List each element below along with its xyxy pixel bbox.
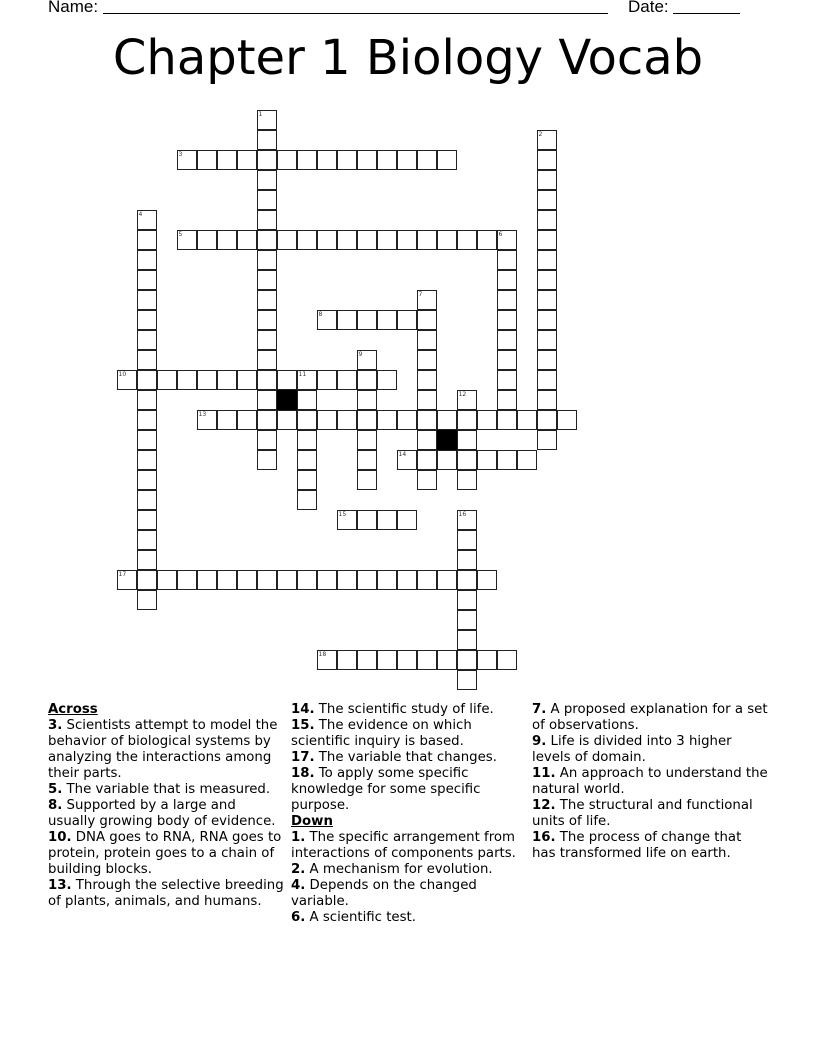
black-cell — [437, 430, 457, 450]
grid-cell[interactable] — [537, 330, 557, 350]
grid-cell[interactable] — [417, 650, 437, 670]
grid-cell[interactable] — [497, 410, 517, 430]
grid-cell[interactable] — [457, 410, 477, 430]
grid-cell[interactable] — [337, 570, 357, 590]
clue-number: 5. — [48, 782, 63, 797]
grid-cell[interactable] — [257, 390, 277, 410]
grid-cell[interactable] — [457, 670, 477, 690]
grid-cell[interactable] — [337, 370, 357, 390]
grid-cell[interactable] — [137, 450, 157, 470]
clue-number: 9. — [532, 734, 547, 749]
cell-number: 3 — [178, 150, 183, 158]
clue-text: To apply some specific knowledge for some specific purpose. — [291, 766, 481, 813]
cell-number: 9 — [358, 350, 363, 358]
clue-text: An approach to understand the natural world. — [532, 766, 768, 797]
page-title: Chapter 1 Biology Vocab — [112, 30, 704, 86]
grid-cell[interactable] — [217, 570, 237, 590]
grid-cell[interactable] — [257, 450, 277, 470]
grid-cell[interactable] — [257, 330, 277, 350]
grid-cell[interactable] — [297, 150, 317, 170]
grid-cell[interactable] — [337, 230, 357, 250]
grid-cell[interactable] — [417, 570, 437, 590]
grid-cell[interactable] — [237, 410, 257, 430]
clue-number: 1. — [291, 830, 306, 845]
clues-column-3 — [532, 702, 768, 862]
clue-number: 18. — [291, 766, 315, 781]
across-heading: Across — [48, 702, 98, 717]
grid-cell[interactable] — [297, 410, 317, 430]
grid-cell[interactable] — [357, 230, 377, 250]
cell-number: 17 — [118, 570, 127, 578]
grid-cell[interactable] — [497, 230, 517, 250]
grid-cell[interactable] — [437, 450, 457, 470]
grid-cell[interactable] — [137, 310, 157, 330]
grid-cell[interactable] — [357, 470, 377, 490]
grid-cell[interactable] — [417, 390, 437, 410]
grid-cell[interactable] — [277, 410, 297, 430]
grid-cell[interactable] — [537, 170, 557, 190]
grid-cell[interactable] — [417, 430, 437, 450]
grid-cell[interactable] — [377, 230, 397, 250]
grid-cell[interactable] — [397, 310, 417, 330]
grid-cell[interactable] — [137, 490, 157, 510]
grid-cell[interactable] — [257, 430, 277, 450]
grid-cell[interactable] — [317, 230, 337, 250]
grid-cell[interactable] — [537, 210, 557, 230]
grid-cell[interactable] — [497, 450, 517, 470]
clue-number: 2. — [291, 862, 306, 877]
grid-cell[interactable] — [137, 550, 157, 570]
header — [48, 0, 748, 19]
grid-cell[interactable] — [537, 430, 557, 450]
clue-text: A scientific test. — [305, 910, 416, 925]
grid-cell[interactable] — [497, 250, 517, 270]
grid-cell[interactable] — [437, 410, 457, 430]
grid-cell[interactable] — [177, 230, 197, 250]
grid-cell[interactable] — [217, 410, 237, 430]
clue-down-16 — [532, 830, 768, 862]
clue-text: Life is divided into 3 higher levels of domain. — [532, 734, 732, 765]
grid-cell[interactable] — [537, 290, 557, 310]
clue-text: Depends on the changed variable. — [291, 878, 477, 909]
grid-cell[interactable] — [297, 570, 317, 590]
grid-cell[interactable] — [137, 590, 157, 610]
grid-cell[interactable] — [177, 150, 197, 170]
cell-number: 2 — [538, 130, 543, 138]
cell-number: 6 — [498, 230, 503, 238]
grid-cell[interactable] — [277, 570, 297, 590]
grid-cell[interactable] — [257, 310, 277, 330]
clue-down-4 — [291, 878, 527, 910]
grid-cell[interactable] — [297, 390, 317, 410]
grid-cell[interactable] — [537, 250, 557, 270]
clues-column-1 — [48, 702, 284, 910]
date-label: Date: — [628, 0, 669, 16]
grid-cell[interactable] — [317, 650, 337, 670]
grid-cell[interactable] — [537, 230, 557, 250]
grid-cell[interactable] — [357, 410, 377, 430]
clue-down-12 — [532, 798, 768, 830]
grid-cell[interactable] — [257, 150, 277, 170]
grid-cell[interactable] — [137, 350, 157, 370]
cell-number: 4 — [138, 210, 143, 218]
grid-cell[interactable] — [137, 390, 157, 410]
clue-number: 6. — [291, 910, 306, 925]
grid-cell[interactable] — [477, 450, 497, 470]
grid-cell[interactable] — [477, 570, 497, 590]
grid-cell[interactable] — [237, 570, 257, 590]
grid-cell[interactable] — [177, 370, 197, 390]
grid-cell[interactable] — [397, 150, 417, 170]
grid-cell[interactable] — [117, 370, 137, 390]
grid-cell[interactable] — [277, 230, 297, 250]
grid-cell[interactable] — [557, 410, 577, 430]
grid-cell[interactable] — [497, 270, 517, 290]
grid-cell[interactable] — [317, 410, 337, 430]
date-field-line[interactable] — [673, 13, 740, 14]
grid-cell[interactable] — [437, 570, 457, 590]
grid-cell[interactable] — [457, 590, 477, 610]
grid-cell[interactable] — [497, 350, 517, 370]
grid-cell[interactable] — [137, 570, 157, 590]
grid-cell[interactable] — [457, 610, 477, 630]
grid-cell[interactable] — [497, 390, 517, 410]
clue-down-1 — [291, 830, 527, 862]
grid-cell[interactable] — [437, 230, 457, 250]
clue-number: 7. — [532, 702, 547, 717]
grid-cell[interactable] — [257, 130, 277, 150]
grid-cell[interactable] — [457, 430, 477, 450]
cell-number: 8 — [318, 310, 323, 318]
name-field-line[interactable] — [103, 13, 608, 14]
grid-cell[interactable] — [357, 450, 377, 470]
clue-down-9 — [532, 734, 768, 766]
grid-cell[interactable] — [357, 650, 377, 670]
clue-text: The specific arrangement from interactions of components parts. — [291, 830, 516, 861]
clue-text: DNA goes to RNA, RNA goes to protein, protein goes to a chain of building blocks. — [48, 830, 282, 877]
grid-cell[interactable] — [417, 310, 437, 330]
grid-cell[interactable] — [257, 290, 277, 310]
grid-cell[interactable] — [477, 230, 497, 250]
clue-text: The variable that is measured. — [62, 782, 271, 797]
clue-across-14 — [291, 702, 527, 718]
grid-cell[interactable] — [217, 230, 237, 250]
grid-cell[interactable] — [537, 410, 557, 430]
grid-cell[interactable] — [137, 470, 157, 490]
cell-number: 5 — [178, 230, 183, 238]
grid-cell[interactable] — [197, 230, 217, 250]
grid-cell[interactable] — [417, 330, 437, 350]
clue-down-11 — [532, 766, 768, 798]
grid-cell[interactable] — [497, 370, 517, 390]
grid-cell[interactable] — [297, 370, 317, 390]
clue-text: A proposed explanation for a set of observations. — [532, 702, 768, 733]
grid-cell[interactable] — [477, 410, 497, 430]
clue-text: The scientific study of life. — [314, 702, 494, 717]
grid-cell[interactable] — [337, 410, 357, 430]
grid-cell[interactable] — [397, 650, 417, 670]
clue-number: 3. — [48, 718, 63, 733]
grid-cell[interactable] — [177, 570, 197, 590]
clue-number: 16. — [532, 830, 556, 845]
grid-cell[interactable] — [457, 570, 477, 590]
grid-cell[interactable] — [217, 370, 237, 390]
grid-cell[interactable] — [357, 570, 377, 590]
clue-number: 4. — [291, 878, 306, 893]
grid-cell[interactable] — [257, 210, 277, 230]
grid-cell[interactable] — [417, 470, 437, 490]
grid-cell[interactable] — [237, 150, 257, 170]
grid-cell[interactable] — [537, 350, 557, 370]
name-label: Name: — [48, 0, 99, 16]
grid-cell[interactable] — [457, 390, 477, 410]
clue-text: The evidence on which scientific inquiry is based. — [291, 718, 472, 749]
crossword-grid — [117, 110, 597, 710]
clue-text: The structural and functional units of life. — [532, 798, 753, 829]
grid-cell[interactable] — [537, 310, 557, 330]
grid-cell[interactable] — [137, 250, 157, 270]
grid-cell[interactable] — [537, 390, 557, 410]
black-cell — [277, 390, 297, 410]
grid-cell[interactable] — [437, 650, 457, 670]
grid-cell[interactable] — [537, 270, 557, 290]
grid-cell[interactable] — [497, 330, 517, 350]
cell-number: 16 — [458, 510, 467, 518]
grid-cell[interactable] — [317, 150, 337, 170]
grid-cell[interactable] — [377, 370, 397, 390]
cell-number: 15 — [338, 510, 347, 518]
grid-cell[interactable] — [437, 150, 457, 170]
grid-cell[interactable] — [537, 190, 557, 210]
grid-cell[interactable] — [197, 150, 217, 170]
clue-down-6 — [291, 910, 527, 926]
grid-cell[interactable] — [357, 390, 377, 410]
cell-number: 1 — [258, 110, 263, 118]
cell-number: 13 — [198, 410, 207, 418]
grid-cell[interactable] — [517, 410, 537, 430]
grid-cell[interactable] — [237, 230, 257, 250]
grid-cell[interactable] — [337, 310, 357, 330]
clue-number: 10. — [48, 830, 72, 845]
grid-cell[interactable] — [137, 430, 157, 450]
grid-cell[interactable] — [317, 570, 337, 590]
grid-cell[interactable] — [417, 350, 437, 370]
clue-number: 15. — [291, 718, 315, 733]
grid-cell[interactable] — [257, 170, 277, 190]
clue-across-13 — [48, 878, 284, 910]
clue-text: Through the selective breeding of plants, animals, and humans. — [48, 878, 284, 909]
clue-number: 17. — [291, 750, 315, 765]
clue-down-7 — [532, 702, 768, 734]
clue-across-3 — [48, 718, 284, 782]
grid-cell[interactable] — [397, 510, 417, 530]
cell-number: 7 — [418, 290, 423, 298]
grid-cell[interactable] — [297, 470, 317, 490]
grid-cell[interactable] — [497, 290, 517, 310]
clue-number: 8. — [48, 798, 63, 813]
clue-text: A mechanism for evolution. — [305, 862, 493, 877]
grid-cell[interactable] — [517, 450, 537, 470]
clue-down-2 — [291, 862, 527, 878]
grid-cell[interactable] — [197, 410, 217, 430]
grid-cell[interactable] — [477, 650, 497, 670]
cell-number: 18 — [318, 650, 327, 658]
grid-cell[interactable] — [297, 490, 317, 510]
grid-cell[interactable] — [377, 650, 397, 670]
clue-text: The process of change that has transformed life on earth. — [532, 830, 742, 861]
grid-cell[interactable] — [537, 150, 557, 170]
grid-cell[interactable] — [417, 450, 437, 470]
grid-cell[interactable] — [457, 630, 477, 650]
grid-cell[interactable] — [257, 270, 277, 290]
grid-cell[interactable] — [317, 370, 337, 390]
grid-cell[interactable] — [457, 470, 477, 490]
grid-cell[interactable] — [297, 430, 317, 450]
grid-cell[interactable] — [377, 310, 397, 330]
grid-cell[interactable] — [397, 570, 417, 590]
grid-cell[interactable] — [237, 370, 257, 390]
grid-cell[interactable] — [257, 370, 277, 390]
grid-cell[interactable] — [417, 230, 437, 250]
grid-cell[interactable] — [337, 510, 357, 530]
grid-cell[interactable] — [297, 450, 317, 470]
clue-across-18 — [291, 766, 527, 814]
grid-cell[interactable] — [457, 510, 477, 530]
grid-cell[interactable] — [157, 370, 177, 390]
grid-cell[interactable] — [137, 410, 157, 430]
cell-number: 12 — [458, 390, 467, 398]
grid-cell[interactable] — [137, 530, 157, 550]
grid-cell[interactable] — [357, 370, 377, 390]
grid-cell[interactable] — [417, 370, 437, 390]
grid-cell[interactable] — [257, 570, 277, 590]
grid-cell[interactable] — [137, 230, 157, 250]
clue-across-8 — [48, 798, 284, 830]
grid-cell[interactable] — [297, 230, 317, 250]
grid-cell[interactable] — [317, 310, 337, 330]
grid-cell[interactable] — [357, 510, 377, 530]
grid-cell[interactable] — [257, 250, 277, 270]
grid-cell[interactable] — [377, 570, 397, 590]
grid-cell[interactable] — [357, 350, 377, 370]
grid-cell[interactable] — [497, 310, 517, 330]
grid-cell[interactable] — [357, 150, 377, 170]
grid-cell[interactable] — [257, 230, 277, 250]
grid-cell[interactable] — [257, 350, 277, 370]
clue-number: 11. — [532, 766, 556, 781]
grid-cell[interactable] — [137, 510, 157, 530]
cell-number: 11 — [298, 370, 307, 378]
grid-cell[interactable] — [397, 230, 417, 250]
grid-cell[interactable] — [217, 150, 237, 170]
grid-cell[interactable] — [417, 290, 437, 310]
grid-cell[interactable] — [417, 410, 437, 430]
grid-cell[interactable] — [137, 330, 157, 350]
clue-across-5 — [48, 782, 284, 798]
grid-cell[interactable] — [397, 410, 417, 430]
grid-cell[interactable] — [337, 650, 357, 670]
grid-cell[interactable] — [457, 230, 477, 250]
clue-number: 12. — [532, 798, 556, 813]
grid-cell[interactable] — [537, 130, 557, 150]
grid-cell[interactable] — [457, 450, 477, 470]
down-heading: Down — [291, 814, 333, 829]
grid-cell[interactable] — [137, 270, 157, 290]
cell-number: 10 — [118, 370, 127, 378]
grid-cell[interactable] — [377, 510, 397, 530]
cell-number: 14 — [398, 450, 407, 458]
grid-cell[interactable] — [457, 550, 477, 570]
grid-cell[interactable] — [497, 650, 517, 670]
grid-cell[interactable] — [397, 450, 417, 470]
grid-cell[interactable] — [277, 370, 297, 390]
grid-cell[interactable] — [137, 370, 157, 390]
grid-cell[interactable] — [257, 410, 277, 430]
clue-text: The variable that changes. — [314, 750, 497, 765]
grid-cell[interactable] — [137, 290, 157, 310]
grid-cell[interactable] — [377, 150, 397, 170]
clue-text: Scientists attempt to model the behavior of biological systems by analyzing the interactions among their parts. — [48, 718, 278, 781]
clue-across-15 — [291, 718, 527, 750]
clue-across-17 — [291, 750, 527, 766]
grid-cell[interactable] — [117, 570, 137, 590]
grid-cell[interactable] — [457, 530, 477, 550]
grid-cell[interactable] — [277, 150, 297, 170]
grid-cell[interactable] — [257, 110, 277, 130]
grid-cell[interactable] — [537, 370, 557, 390]
clues-column-2 — [291, 702, 527, 926]
grid-cell[interactable] — [457, 650, 477, 670]
grid-cell[interactable] — [357, 430, 377, 450]
clue-across-10 — [48, 830, 284, 878]
grid-cell[interactable] — [257, 190, 277, 210]
grid-cell[interactable] — [197, 570, 217, 590]
grid-cell[interactable] — [197, 370, 217, 390]
clue-number: 13. — [48, 878, 72, 893]
grid-cell[interactable] — [157, 570, 177, 590]
grid-cell[interactable] — [337, 150, 357, 170]
clue-number: 14. — [291, 702, 315, 717]
grid-cell[interactable] — [137, 210, 157, 230]
grid-cell[interactable] — [377, 410, 397, 430]
clue-text: Supported by a large and usually growing body of evidence. — [48, 798, 276, 829]
grid-cell[interactable] — [357, 310, 377, 330]
grid-cell[interactable] — [417, 150, 437, 170]
